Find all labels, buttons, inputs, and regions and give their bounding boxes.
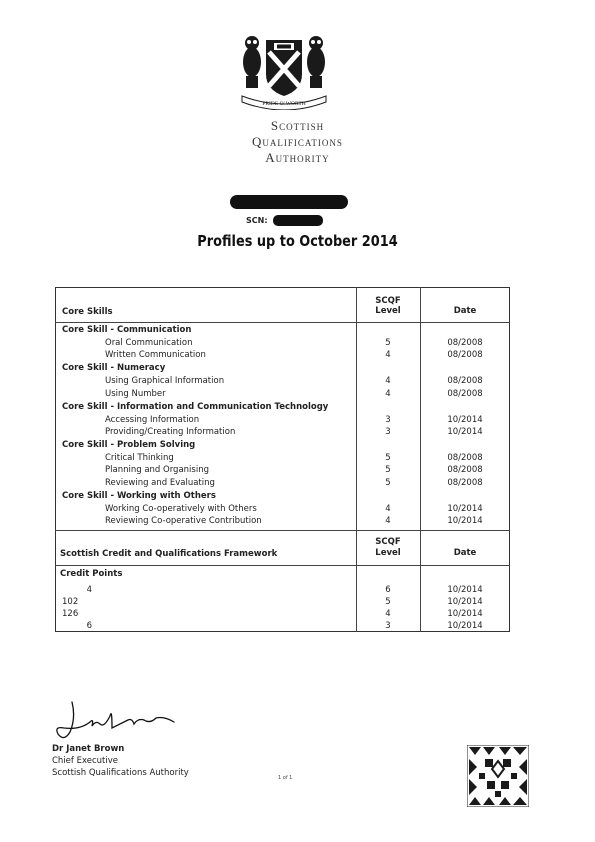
credit-date: 10/2014 <box>447 597 483 607</box>
core-skill-level: 5 <box>385 453 391 463</box>
credit-level: 5 <box>385 597 391 607</box>
credit-level: 6 <box>385 585 391 595</box>
core-skill-level: 4 <box>385 504 391 514</box>
core-skill-name: Critical Thinking <box>105 453 174 463</box>
core-skill-level: 3 <box>385 415 391 425</box>
core-skill-name: Using Graphical Information <box>105 376 225 386</box>
scn-label: SCN: <box>246 216 268 225</box>
core-skill-level: 5 <box>385 465 391 475</box>
date-header: Date <box>453 548 477 558</box>
signatory-role: Chief Executive <box>52 756 118 766</box>
credit-points-title: Credit Points <box>60 569 123 579</box>
core-skill-date: 08/2008 <box>447 338 483 348</box>
core-skill-name: Reviewing Co-operative Contribution <box>105 516 262 526</box>
row-divider <box>55 322 510 323</box>
credit-level: 3 <box>385 621 391 631</box>
row-divider <box>55 530 510 531</box>
credit-date: 10/2014 <box>447 609 483 619</box>
handwritten-signature <box>50 698 180 742</box>
core-skill-level: 5 <box>385 478 391 488</box>
credit-points-value: 6 <box>86 621 92 631</box>
core-skill-group-title: Core Skill - Problem Solving <box>62 440 196 450</box>
core-skill-name: Planning and Organising <box>105 465 209 475</box>
core-skill-level: 4 <box>385 389 391 399</box>
credit-level: 4 <box>385 609 391 619</box>
scqf-level-header: Level <box>375 306 401 316</box>
core-skill-name: Working Co-operatively with Others <box>105 504 257 514</box>
core-skill-name: Accessing Information <box>105 415 200 425</box>
core-skill-group-title: Core Skill - Working with Others <box>62 491 216 501</box>
scqf-level-header: SCQF <box>375 537 401 547</box>
core-skill-level: 3 <box>385 427 391 437</box>
core-skill-date: 10/2014 <box>447 427 483 437</box>
core-skill-date: 08/2008 <box>447 478 483 488</box>
core-skill-date: 10/2014 <box>447 504 483 514</box>
credit-points-value: 102 <box>62 597 79 607</box>
signatory-name: Dr Janet Brown <box>52 744 125 754</box>
core-skill-date: 08/2008 <box>447 376 483 386</box>
page-title: Profiles up to October 2014 <box>197 232 398 250</box>
core-skill-date: 08/2008 <box>447 389 483 399</box>
shield-icon <box>266 40 302 96</box>
org-name-line1: Scottish <box>270 118 325 133</box>
core-skill-level: 4 <box>385 350 391 360</box>
row-divider <box>55 565 510 566</box>
security-pattern-icon <box>467 745 529 807</box>
org-name-line2: Qualifications <box>252 134 343 149</box>
core-skill-name: Reviewing and Evaluating <box>105 478 215 488</box>
signatory-org: Scottish Qualifications Authority <box>52 768 189 778</box>
core-skill-date: 08/2008 <box>447 453 483 463</box>
core-skill-group-title: Core Skill - Information and Communication Technology <box>62 402 329 412</box>
org-name-line3: Authority <box>265 150 330 165</box>
core-skill-date: 08/2008 <box>447 465 483 475</box>
credit-date: 10/2014 <box>447 585 483 595</box>
redacted-candidate-name <box>230 195 348 209</box>
scqf-framework-header: Scottish Credit and Qualifications Framework <box>60 549 278 559</box>
owl-supporter-left-icon <box>243 36 261 88</box>
credit-points-value: 4 <box>86 585 92 595</box>
core-skill-date: 08/2008 <box>447 350 483 360</box>
credit-date: 10/2014 <box>447 621 483 631</box>
scqf-level-header: SCQF <box>375 296 401 306</box>
core-skill-name: Providing/Creating Information <box>105 427 236 437</box>
redacted-scn-number <box>273 215 323 226</box>
core-skill-group-title: Core Skill - Numeracy <box>62 363 166 373</box>
core-skill-level: 5 <box>385 338 391 348</box>
credit-points-value: 126 <box>62 609 79 619</box>
sqa-crest-logo <box>238 30 330 110</box>
core-skills-header: Core Skills <box>62 307 113 317</box>
core-skill-level: 4 <box>385 376 391 386</box>
date-header: Date <box>453 306 477 316</box>
core-skill-date: 10/2014 <box>447 415 483 425</box>
owl-supporter-right-icon <box>307 36 325 88</box>
page-number: 1 of 1 <box>278 775 293 781</box>
crest-motto: PRIDE O' WORTH <box>262 101 306 107</box>
core-skill-date: 10/2014 <box>447 516 483 526</box>
core-skill-name: Oral Communication <box>105 338 193 348</box>
core-skill-name: Using Number <box>105 389 166 399</box>
core-skill-name: Written Communication <box>105 350 206 360</box>
scqf-level-header: Level <box>375 548 401 558</box>
core-skill-level: 4 <box>385 516 391 526</box>
core-skill-group-title: Core Skill - Communication <box>62 325 192 335</box>
